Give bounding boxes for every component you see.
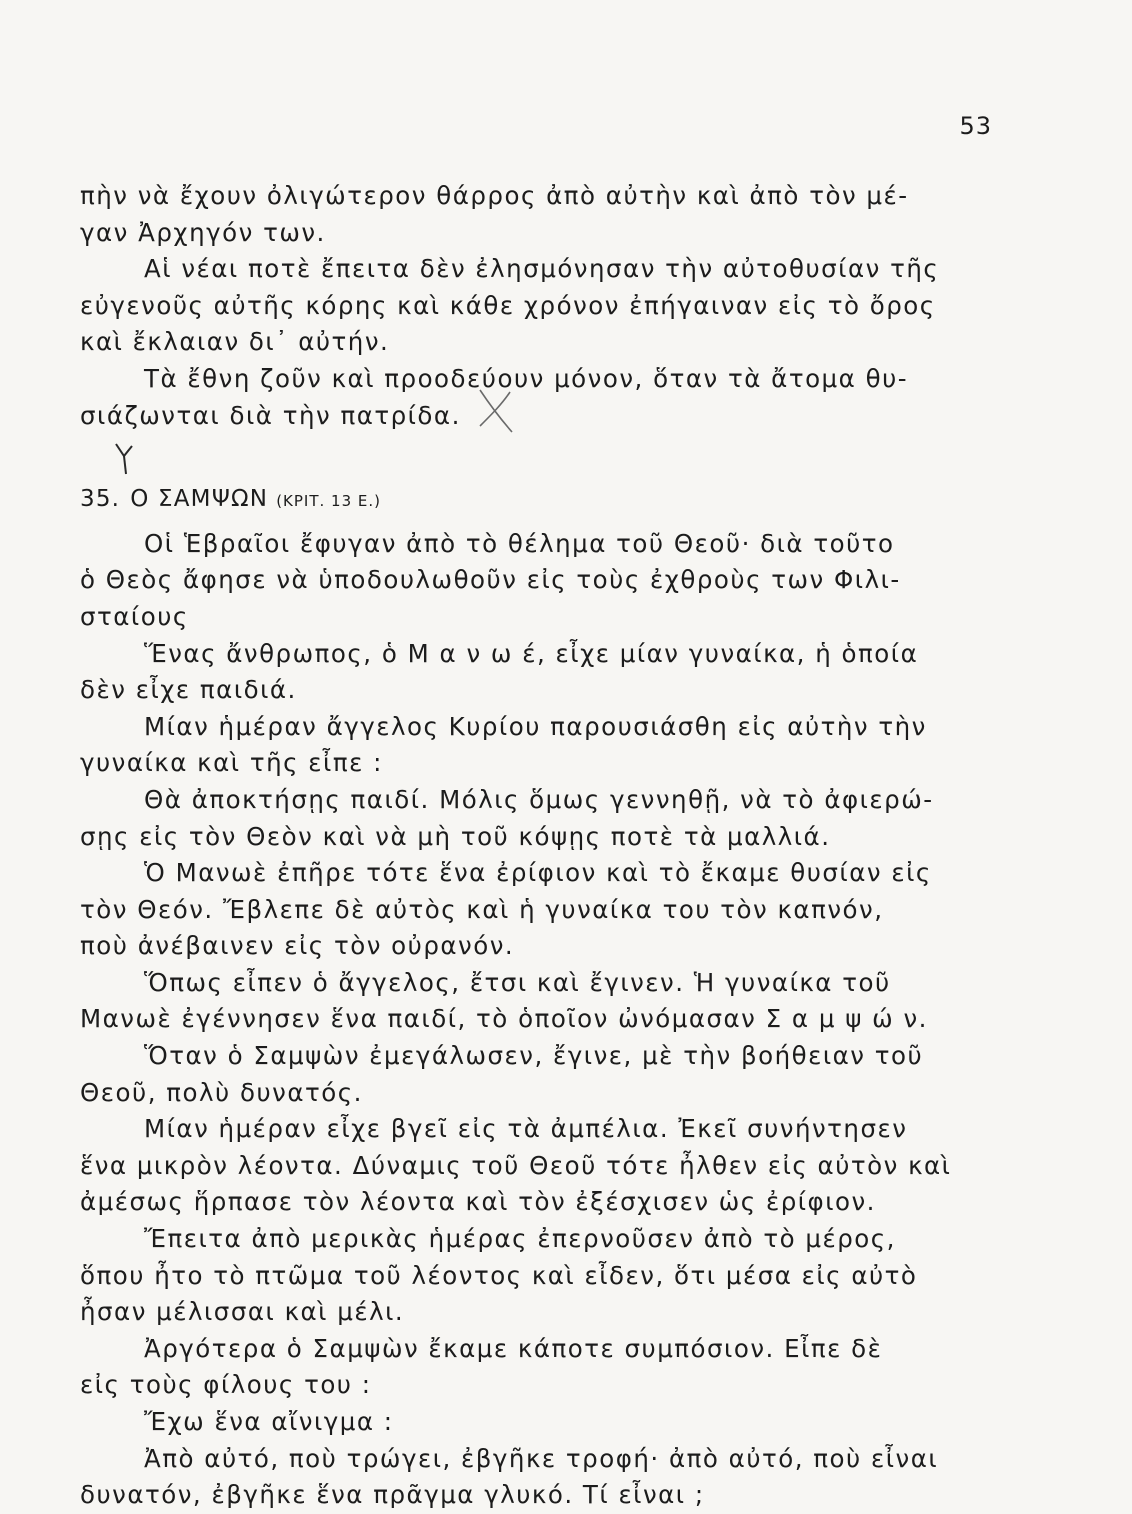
text-line: δυνατόν, ἐβγῆκε ἕνα πρᾶγμα γλυκό. Τί εἶναι ; [80, 1480, 705, 1510]
body-text [80, 178, 1020, 1514]
text-line: Μίαν ἡμέραν ἄγγελος Κυρίου παρουσιάσθη εἰς αὐτὴν τὴν [144, 711, 927, 741]
text-line: εὐγενοῦς αὐτῆς κόρης καὶ κάθε χρόνον ἐπήγαιναν εἰς τὸ ὄρος [80, 290, 936, 320]
page-number: 53 [959, 112, 992, 140]
text-line: Ἕνας ἄνθρωπος, ὁ Μ α ν ω έ, εἶχε μίαν γυναίκα, ἡ ὁποία [144, 638, 919, 668]
pencil-x-mark-icon [474, 386, 518, 436]
text-line: Ἀπὸ αὐτό, ποὺ τρώγει, ἐβγῆκε τροφή· ἀπὸ αὐτό, ποὺ εἶναι [144, 1443, 939, 1473]
text-line: Θεοῦ, πολὺ δυνατός. [80, 1077, 363, 1107]
text-line: Μανωὲ ἐγέννησεν ἕνα παιδί, τὸ ὁποῖον ὠνόμασαν Σ α μ ψ ώ ν. [80, 1004, 928, 1034]
text-line: Ὁ Μανωὲ ἐπῆρε τότε ἕνα ἐρίφιον καὶ τὸ ἔκαμε θυσίαν εἰς [144, 858, 932, 888]
text-line: Ἔπειτα ἀπὸ μερικὰς ἡμέρας ἐπερνοῦσεν ἀπὸ τὸ μέρος, [144, 1224, 896, 1254]
text-line: σταίους [80, 601, 189, 631]
text-line: Ὅπως εἶπεν ὁ ἄγγελος, ἔτσι καὶ ἔγινεν. Ἡ γυναίκα τοῦ [144, 967, 891, 997]
text-line: τὸν Θεόν. Ἔβλεπε δὲ αὐτὸς καὶ ἡ γυναίκα του τὸν καπνόν, [80, 894, 884, 924]
text-line: Ὅταν ὁ Σαμψὼν ἐμεγάλωσεν, ἔγινε, μὲ τὴν βοήθειαν τοῦ [144, 1041, 924, 1071]
text-line: ὅπου ἦτο τὸ πτῶμα τοῦ λέοντος καὶ εἶδεν, ὅτι μέσα εἰς αὐτὸ [80, 1260, 918, 1290]
text-line: δὲν εἶχε παιδιά. [80, 675, 297, 705]
text-line: ἀμέσως ἥρπασε τὸν λέοντα καὶ τὸν ἐξέσχισεν ὡς ἐρίφιον. [80, 1187, 876, 1217]
section-reference: (ΚΡΙΤ. 13 Ε.) [276, 492, 382, 511]
text-line: ὁ Θεὸς ἄφησε νὰ ὑποδουλωθοῦν εἰς τοὺς ἐχθροὺς των Φιλι- [80, 565, 901, 595]
text-line: Αἱ νέαι ποτὲ ἔπειτα δὲν ἐλησμόνησαν τὴν αὐτοθυσίαν τῆς [144, 254, 940, 284]
text-line: εἰς τοὺς φίλους του : [80, 1370, 372, 1400]
text-line: Τὰ ἔθνη ζοῦν καὶ προοδεύουν μόνον, ὅταν τὰ ἄτομα θυ- [144, 363, 909, 393]
text-line: Μίαν ἡμέραν εἶχε βγεῖ εἰς τὰ ἀμπέλια. Ἐκεῖ συνήντησεν [144, 1114, 908, 1144]
text-line: Θὰ ἀποκτήσῃς παιδί. Μόλις ὅμως γεννηθῇ, νὰ τὸ ἀφιερώ- [144, 784, 934, 814]
section-heading [80, 481, 1020, 520]
text-line: Ἔχω ἕνα αἴνιγμα : [144, 1407, 394, 1436]
text-line: Οἱ Ἑβραῖοι ἔφυγαν ἀπὸ τὸ θέλημα τοῦ Θεοῦ· διὰ τοῦτο [144, 528, 895, 558]
section-title: Ο ΣΑΜΨΩΝ [130, 486, 269, 513]
text-line: σῃς εἰς τὸν Θεὸν καὶ νὰ μὴ τοῦ κόψῃς ποτὲ τὰ μαλλιά. [80, 821, 831, 851]
text-line: ἕνα μικρὸν λέοντα. Δύναμις τοῦ Θεοῦ τότε ἦλθεν εἰς αὐτὸν καὶ [80, 1150, 952, 1180]
text-line: γαν Ἀρχηγόν των. [80, 217, 326, 247]
text-line: Ἀργότερα ὁ Σαμψὼν ἔκαμε κάποτε συμπόσιον. Εἶπε δὲ [144, 1333, 883, 1363]
section-number: 35. [80, 486, 121, 513]
text-line: γυναίκα καὶ τῆς εἶπε : [80, 748, 383, 778]
pencil-y-mark-icon [112, 440, 142, 480]
text-line: πὴν νὰ ἔχουν ὀλιγώτερον θάρρος ἀπὸ αὐτὴν καὶ ἀπὸ τὸν μέ- [80, 181, 909, 210]
text-line: καὶ ἔκλαιαν δι᾿ αὐτήν. [80, 327, 390, 357]
text-line: σιάζωνται διὰ τὴν πατρίδα. [80, 400, 461, 430]
text-line: ἦσαν μέλισσαι καὶ μέλι. [80, 1297, 405, 1327]
text-line: ποὺ ἀνέβαινεν εἰς τὸν οὐρανόν. [80, 931, 515, 961]
